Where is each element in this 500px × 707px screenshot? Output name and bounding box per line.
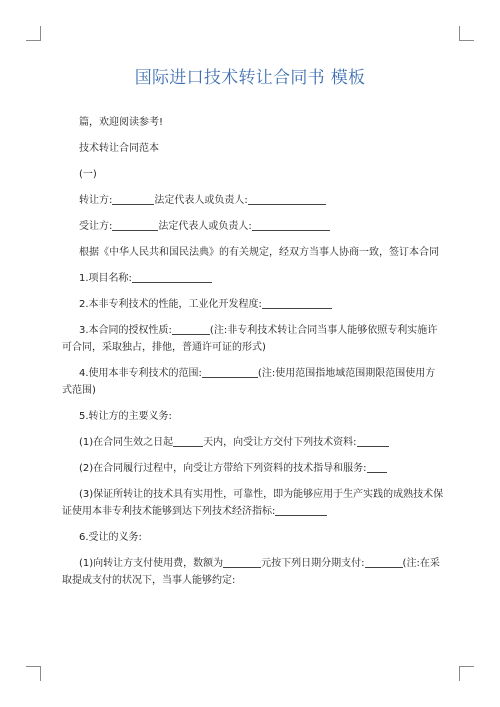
transferor-rep-blank: [248, 192, 326, 205]
paragraph-item-3: [62, 322, 444, 356]
item-5-1-materials-blank: [357, 434, 389, 447]
document-title: 国际进口技术转让合同书 模板: [134, 68, 366, 88]
transferor-rep-label: 法定代表人或负责人:: [154, 195, 248, 206]
item-4-label: 4.使用本非专利技术的范围:: [79, 368, 202, 379]
item-5-1-text-b: 天内，向受让方交付下列技术资料:: [203, 437, 357, 448]
item-3-blank: [172, 322, 210, 335]
item-6-1-schedule-blank: [365, 555, 403, 568]
paragraph-item-5: 5.转让方的主要义务:: [79, 411, 172, 422]
crop-mark-bottom-left: [26, 666, 41, 681]
item-3-note: (注:非专利技术转让合同当事人能够依照专利实施许可合同，采取独占，排他，普通许可证的形式): [62, 325, 438, 353]
transferor-label: 转让方:: [79, 195, 113, 206]
transferee-rep-blank: [252, 218, 330, 231]
item-6-1-text-a: (1)向转让方支付使用费，数额为: [79, 558, 224, 569]
item-5-3-text: (3)保证所转让的技术具有实用性，可靠性，即为能够应用于生产实践的成熟技术保证使用本非专利技术能够到达下列技术经济指标:: [62, 489, 444, 517]
item-5-1-days-blank: [173, 434, 203, 447]
item-2-blank: [262, 296, 332, 309]
item-1-blank: [132, 270, 212, 283]
paragraph-item-2: [62, 296, 444, 313]
paragraph-item-5-2: [62, 460, 444, 477]
item-4-blank: [202, 365, 258, 378]
transferee-rep-label: 法定代表人或负责人:: [158, 221, 252, 232]
paragraph-transferee: [62, 218, 444, 235]
paragraph-transferor: [62, 192, 444, 209]
item-6-1-amount-blank: [223, 555, 261, 568]
item-5-2-blank: [367, 460, 387, 473]
paragraph-item-4: [62, 365, 444, 399]
item-3-label: 3.本合同的授权性质:: [79, 325, 172, 336]
paragraph-preamble: 根据《中华人民共和国民法典》的有关规定，经双方当事人协商一致，签订本合同: [79, 247, 439, 258]
paragraph-item-6: 6.受让的义务:: [79, 532, 142, 543]
crop-mark-top-left: [26, 26, 41, 41]
item-1-label: 1.项目名称:: [79, 273, 132, 284]
item-2-label: 2.本非专利技术的性能，工业化开发程度:: [79, 299, 262, 310]
crop-mark-bottom-right: [459, 666, 474, 681]
crop-mark-top-right: [459, 26, 474, 41]
paragraph-item-5-1: [62, 434, 444, 451]
transferee-name-blank: [112, 218, 158, 231]
item-6-1-text-b: 元按下列日期分期支付:: [261, 558, 365, 569]
transferor-name-blank: [112, 192, 154, 205]
paragraph-item-1: [62, 270, 444, 287]
item-5-3-blank: [275, 503, 327, 516]
transferee-label: 受让方:: [79, 221, 113, 232]
paragraph-sample-title: 技术转让合同范本: [79, 143, 159, 154]
item-5-1-text-a: (1)在合同生效之日起: [79, 437, 174, 448]
paragraph-item-5-3: [62, 486, 444, 520]
item-6-1-note: (注:在采取提成支付的状况下，当事人能够约定:: [62, 558, 440, 586]
item-4-note: (注:使用范围指地域范围期限范围使用方式范围): [62, 368, 436, 396]
paragraph-item-6-1: [62, 555, 444, 589]
paragraph-intro: 篇，欢迎阅读参考!: [79, 117, 164, 128]
item-5-2-text: (2)在合同履行过程中，向受让方带给下列资料的技术指导和服务:: [79, 463, 367, 474]
paragraph-section-one: (一): [79, 169, 97, 180]
document-body: [62, 114, 444, 598]
